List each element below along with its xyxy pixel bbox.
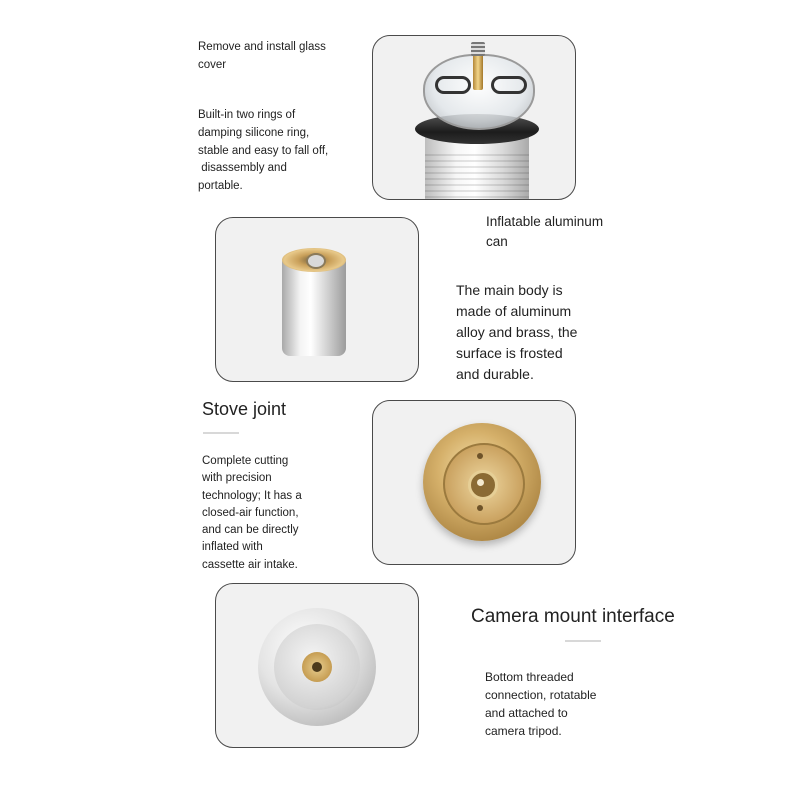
mounting-hole-bottom xyxy=(477,505,483,511)
inflatable-aluminum-can-photo xyxy=(215,217,419,382)
center-pin xyxy=(477,479,484,486)
aluminum-body xyxy=(282,258,346,356)
text-line: inflated with xyxy=(202,541,263,554)
stove-joint-heading: Stove joint xyxy=(202,399,287,419)
valve-center xyxy=(306,253,326,269)
text-line: connection, rotatable xyxy=(485,688,597,702)
text-line: made of aluminum xyxy=(456,303,572,319)
text-line: disassembly and xyxy=(198,162,287,175)
text-line: cover xyxy=(198,58,227,71)
can-grip-bands xyxy=(425,154,529,200)
main-body-description xyxy=(456,280,577,385)
text-line: can xyxy=(486,233,508,249)
center-hub xyxy=(468,470,498,500)
mounting-hole-top xyxy=(477,453,483,459)
valve-spring xyxy=(471,42,485,56)
threaded-hole xyxy=(312,662,322,672)
text-line: technology; It has a xyxy=(202,489,302,502)
text-line: camera tripod. xyxy=(485,724,562,738)
glass-cover-can-photo xyxy=(372,35,576,200)
text-line: Remove and install glass xyxy=(198,41,326,53)
text-line: Built-in two rings of xyxy=(198,109,296,121)
text-line: Inflatable aluminum xyxy=(486,214,604,229)
text-line: closed-air function, xyxy=(202,506,299,519)
cover-slot-left xyxy=(435,76,471,94)
glass-cover-description xyxy=(198,107,328,196)
text-line: The main body is xyxy=(456,282,563,298)
text-line: surface is frosted xyxy=(456,345,563,361)
inflatable-can-title xyxy=(486,212,603,251)
glass-cover-title xyxy=(198,39,326,75)
text-line: and can be directly xyxy=(202,524,299,536)
text-line: Complete cutting xyxy=(202,455,289,467)
text-line: damping silicone ring, xyxy=(198,126,310,139)
camera-mount-divider xyxy=(565,640,601,642)
camera-mount-photo xyxy=(215,583,419,748)
camera-mount-heading: Camera mount interface xyxy=(471,606,675,627)
text-line: Bottom threaded xyxy=(485,670,574,684)
text-line: and attached to xyxy=(485,706,568,720)
stove-joint-description xyxy=(202,453,302,574)
cover-slot-right xyxy=(491,76,527,94)
text-line: with precision xyxy=(202,472,272,485)
text-line: stable and easy to fall off, xyxy=(198,144,329,157)
text-line: and durable. xyxy=(456,366,534,382)
brass-valve xyxy=(473,52,483,90)
text-line: alloy and brass, the xyxy=(456,324,578,340)
text-line: cassette air intake. xyxy=(202,558,298,571)
stove-joint-photo xyxy=(372,400,576,565)
camera-mount-description xyxy=(485,668,596,740)
text-line: portable. xyxy=(198,180,243,193)
stove-joint-divider xyxy=(203,432,239,434)
